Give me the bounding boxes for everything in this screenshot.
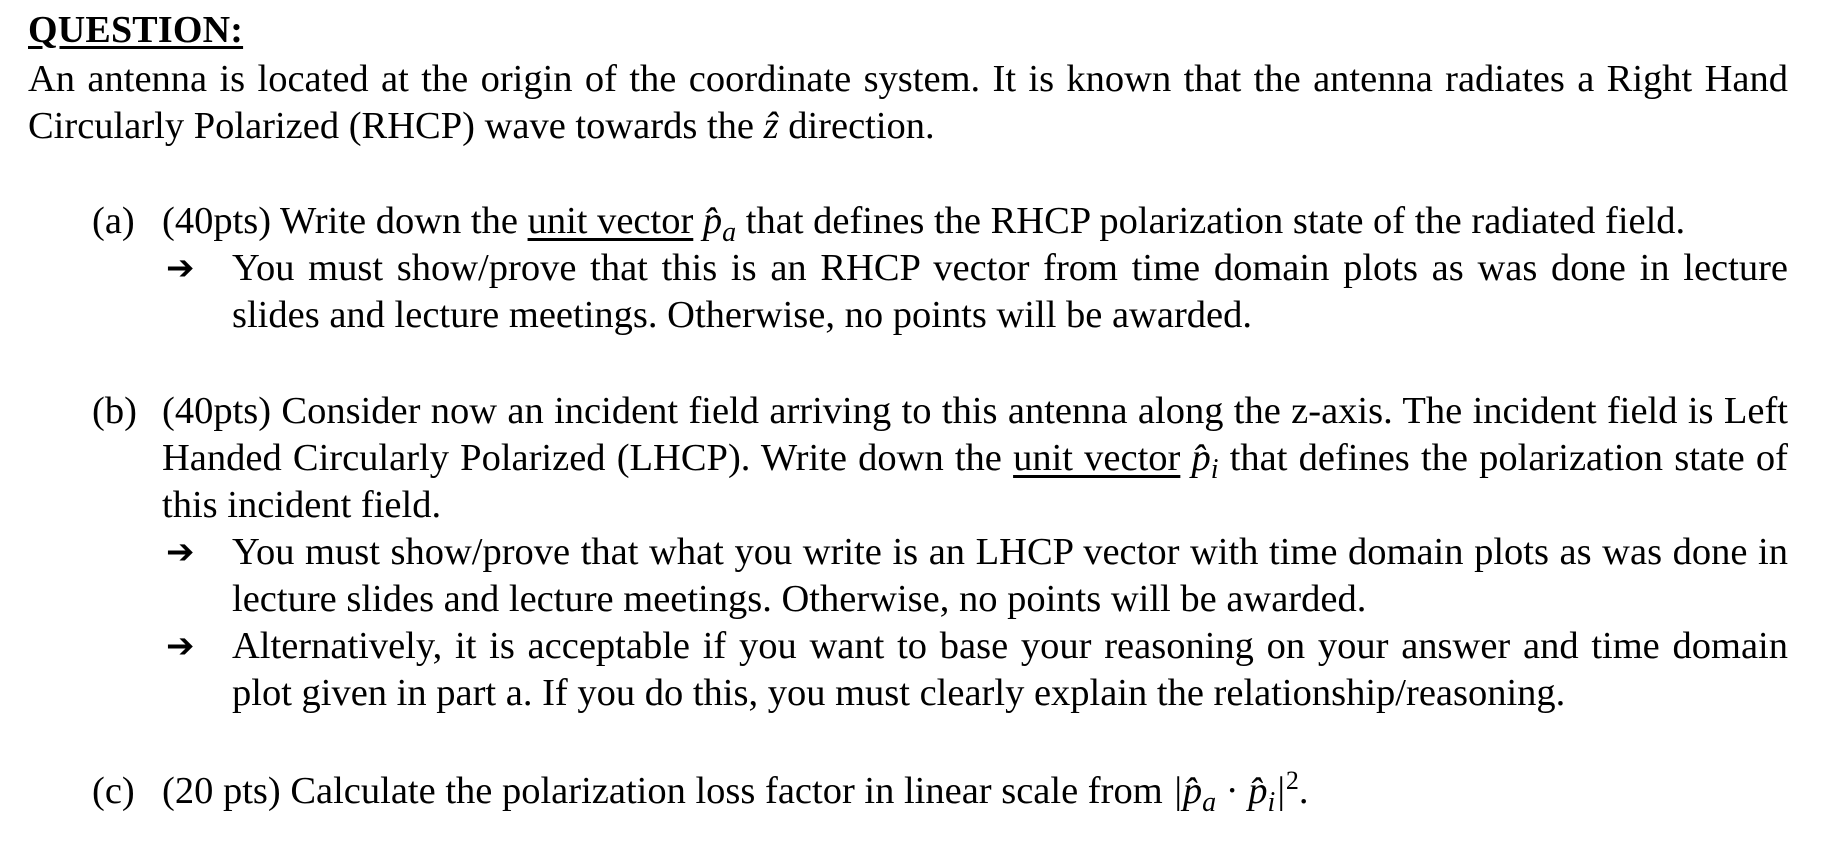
part-b-label: (b) (92, 390, 137, 432)
question-title: QUESTION: (28, 9, 244, 51)
p-hat-i-subscript: i (1267, 787, 1276, 818)
intro-text-end: direction. (778, 105, 935, 147)
squared-exponent: 2 (1285, 766, 1299, 795)
intro-text: An antenna is located at the origin of the coordinate system. It is known that the antenna radiates a Right Hand Circularly Polarized (RHCP) wave towards the (28, 58, 1788, 147)
abs-close: | (1275, 770, 1286, 812)
arrow-icon: ➔ (166, 532, 195, 572)
p-hat-a-subscript: a (722, 217, 737, 248)
part-b-bullet-1-text: You must show/prove that what you write is an LHCP vector with time domain plots as was done in lecture slides and lecture meetings. Otherwise, no points will be awarded. (232, 531, 1788, 620)
p-hat-a-symbol (702, 200, 737, 248)
part-b-prompt (162, 388, 1788, 529)
question-intro (28, 56, 1788, 150)
arrow-icon: ➔ (166, 626, 195, 666)
part-a-bullet-text: You must show/prove that this is an RHCP vector from time domain plots as was done in lecture slides and lecture meetings. Otherwise, no points will be awarded. (232, 247, 1788, 336)
part-a-label: (a) (92, 200, 135, 242)
part-c (92, 766, 1788, 818)
part-b-text-end: that defines the polarization state of this incident field. (162, 437, 1789, 526)
part-b-bullet-2 (162, 623, 1788, 717)
polarization-loss-formula (1172, 766, 1299, 818)
part-b (92, 388, 1788, 717)
abs-open: | (1172, 770, 1183, 812)
part-c-period: . (1298, 770, 1309, 812)
p-hat-a-subscript: a (1202, 787, 1217, 818)
part-b-unit-vector-underlined: unit vector (1013, 437, 1181, 479)
part-c-text: (20 pts) Calculate the polarization loss factor in linear scale from (162, 770, 1173, 812)
part-a (92, 198, 1788, 339)
z-hat-symbol: ẑ (763, 105, 779, 147)
part-c-label: (c) (92, 770, 135, 812)
p-hat-i-subscript: i (1210, 454, 1219, 485)
part-b-bullet-2-text: Alternatively, it is acceptable if you want to base your reasoning on your answer and time domain plot given in part a. If you do this, you must clearly explain the relationship/reasoning. (232, 625, 1788, 714)
part-c-prompt (162, 766, 1788, 818)
part-b-text: (40pts) Consider now an incident field arriving to this antenna along the z-axis. The incident field is Left Handed Circularly Polarized (LHCP). Write down the (162, 390, 1788, 479)
p-hat-glyph: p̂ (1191, 437, 1211, 479)
part-a-text-end: that defines the RHCP polarization state of the radiated field. (736, 200, 1686, 242)
part-a-prompt (162, 198, 1788, 248)
part-b-bullet-1 (162, 529, 1788, 623)
p-hat-glyph: p̂ (702, 200, 723, 242)
p-hat-glyph: p̂ (1248, 770, 1268, 812)
part-a-text: (40pts) Write down the (162, 200, 528, 242)
arrow-icon: ➔ (166, 248, 195, 288)
part-a-bullet (162, 245, 1788, 339)
dot-product-operator: · (1216, 770, 1249, 812)
p-hat-glyph: p̂ (1182, 770, 1203, 812)
p-hat-i-symbol (1191, 437, 1219, 485)
part-a-unit-vector-underlined: unit vector (527, 200, 694, 242)
